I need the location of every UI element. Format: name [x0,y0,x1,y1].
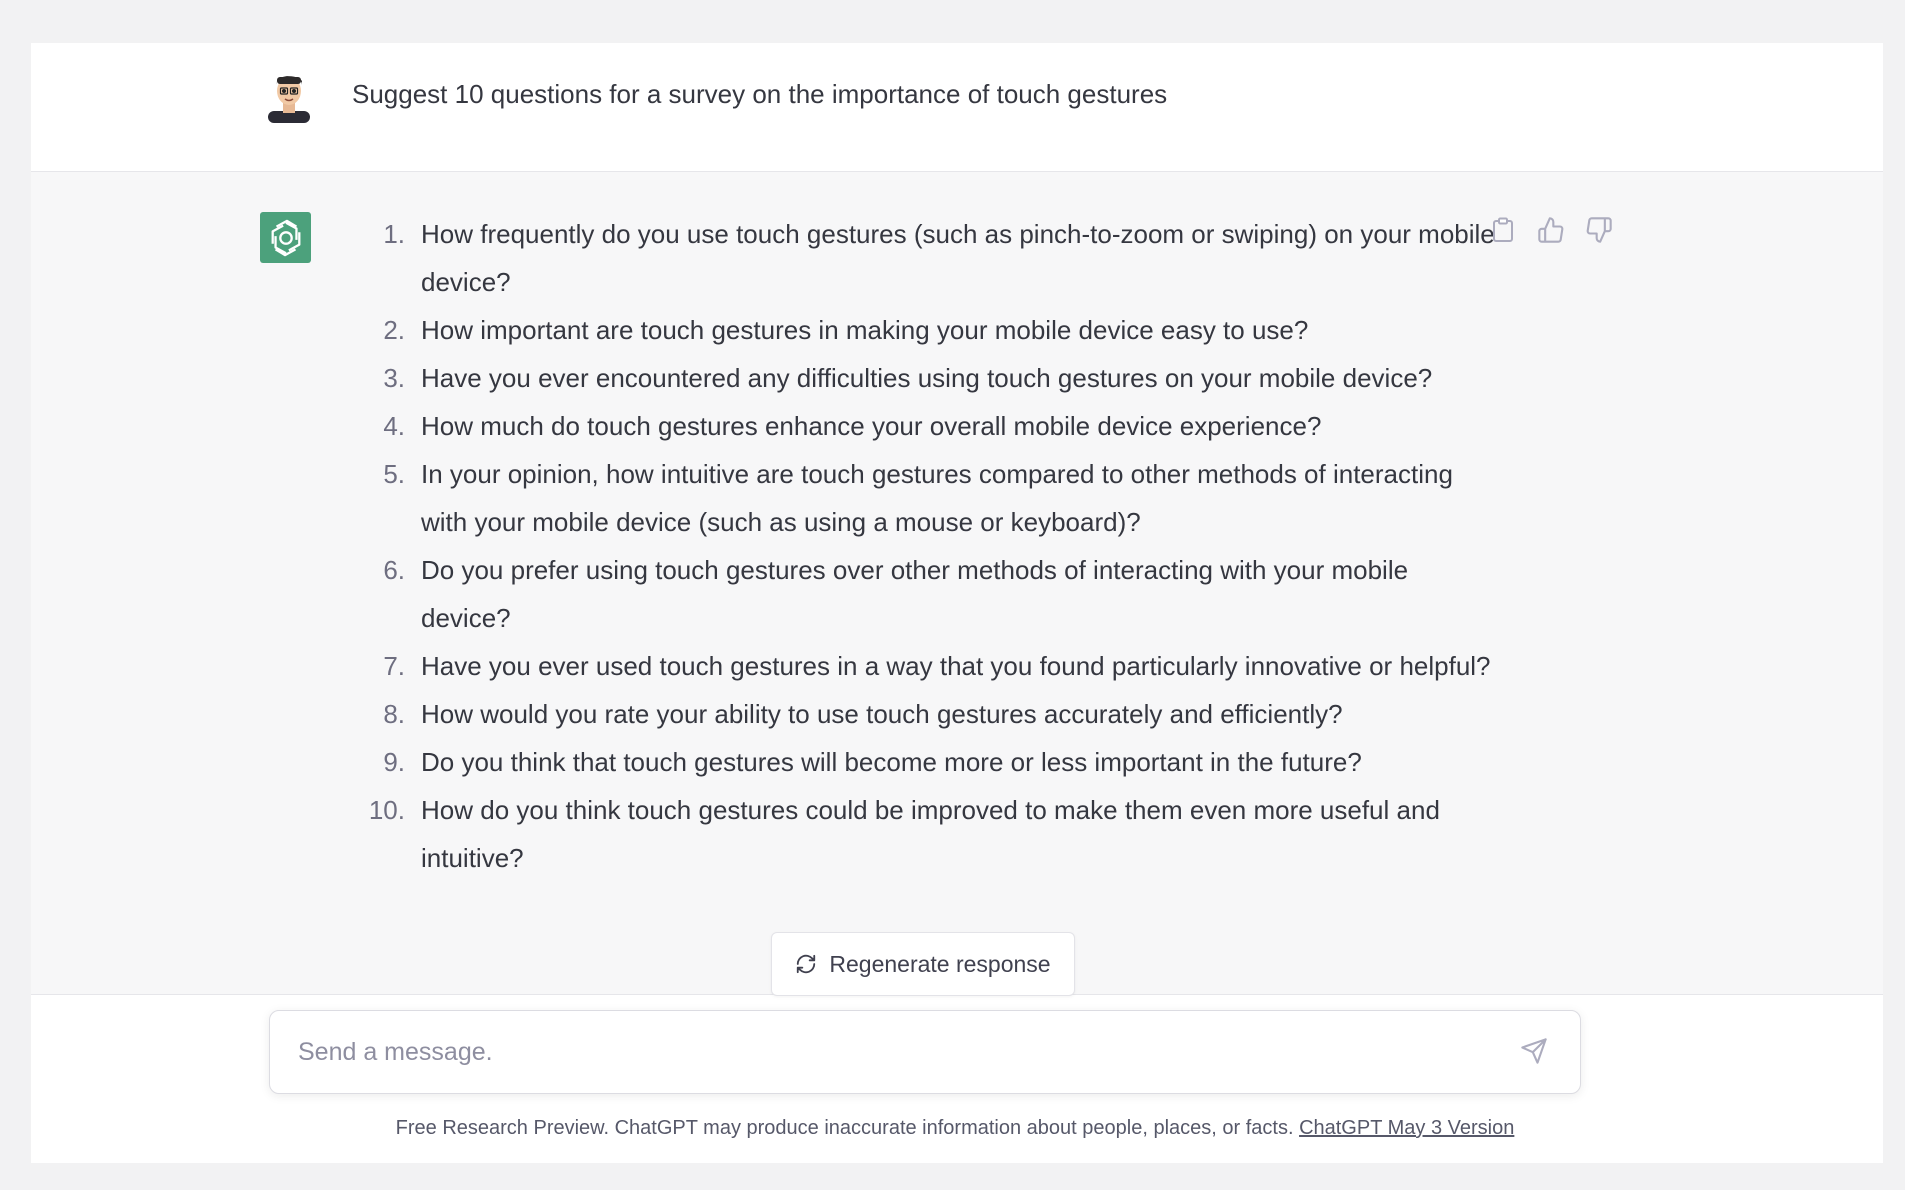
list-item-number: 3. [383,363,405,393]
list-item-text: Have you ever used touch gestures in a way that you found particularly innovative or helpful? [421,651,1491,681]
list-item [325,210,1495,306]
list-item [325,450,1495,546]
send-icon [1520,1037,1548,1065]
clipboard-icon [1491,217,1515,243]
assistant-avatar [260,212,311,263]
refresh-icon [795,953,817,975]
list-item [325,786,1495,882]
openai-logo-icon [267,219,305,257]
user-message-text: Suggest 10 questions for a survey on the importance of touch gestures [352,79,1168,109]
list-item [325,546,1495,642]
regenerate-response-button[interactable] [771,932,1075,996]
user-message-row [31,43,1883,172]
assistant-message-row [31,172,1883,995]
list-item [325,690,1495,738]
copy-button[interactable] [1488,215,1518,245]
list-item [325,354,1495,402]
thumbs-up-icon [1537,216,1565,244]
list-item-number: 6. [383,555,405,585]
disclaimer-text: Free Research Preview. ChatGPT may produce inaccurate information about people, places, or facts. [395,1117,1300,1139]
list-item-text: How would you rate your ability to use touch gestures accurately and efficiently? [421,699,1343,729]
list-item-text: Have you ever encountered any difficulties using touch gestures on your mobile device? [421,363,1433,393]
message-composer [269,1010,1581,1094]
list-item-text: In your opinion, how intuitive are touch gestures compared to other methods of interacting with your mobile device (such as using a mouse or keyboard)? [421,459,1453,537]
list-item-number: 10. [368,795,405,825]
survey-question-list [325,210,1495,882]
thumbs-down-button[interactable] [1584,215,1614,245]
message-input[interactable] [296,1011,1500,1093]
regenerate-label: Regenerate response [829,950,1051,977]
footer-disclaimer [31,1117,1879,1140]
send-button[interactable] [1520,1037,1550,1067]
list-item [325,402,1495,450]
list-item [325,306,1495,354]
list-item-number: 5. [383,459,405,489]
list-item-text: Do you think that touch gestures will become more or less important in the future? [421,747,1362,777]
list-item-text: How important are touch gestures in making your mobile device easy to use? [421,315,1309,345]
list-item-number: 4. [383,411,405,441]
thumbs-down-icon [1585,216,1613,244]
list-item-number: 8. [383,699,405,729]
list-item-text: How frequently do you use touch gestures (such as pinch-to-zoom or swiping) on your mobile device? [421,219,1495,297]
list-item [325,738,1495,786]
list-item-text: Do you prefer using touch gestures over other methods of interacting with your mobile device? [421,555,1409,633]
version-link[interactable]: ChatGPT May 3 Version [1299,1117,1515,1139]
thumbs-up-button[interactable] [1536,215,1566,245]
list-item-text: How much do touch gestures enhance your overall mobile device experience? [421,411,1322,441]
list-item-number: 2. [383,315,405,345]
list-item-number: 7. [383,651,405,681]
chat-window [31,43,1883,1163]
list-item [325,642,1495,690]
user-avatar [264,67,314,123]
list-item-number: 1. [383,219,405,249]
list-item-number: 9. [383,747,405,777]
user-avatar-icon [264,67,314,123]
message-actions [1488,215,1614,245]
list-item-text: How do you think touch gestures could be improved to make them even more useful and intuitive? [421,795,1440,873]
